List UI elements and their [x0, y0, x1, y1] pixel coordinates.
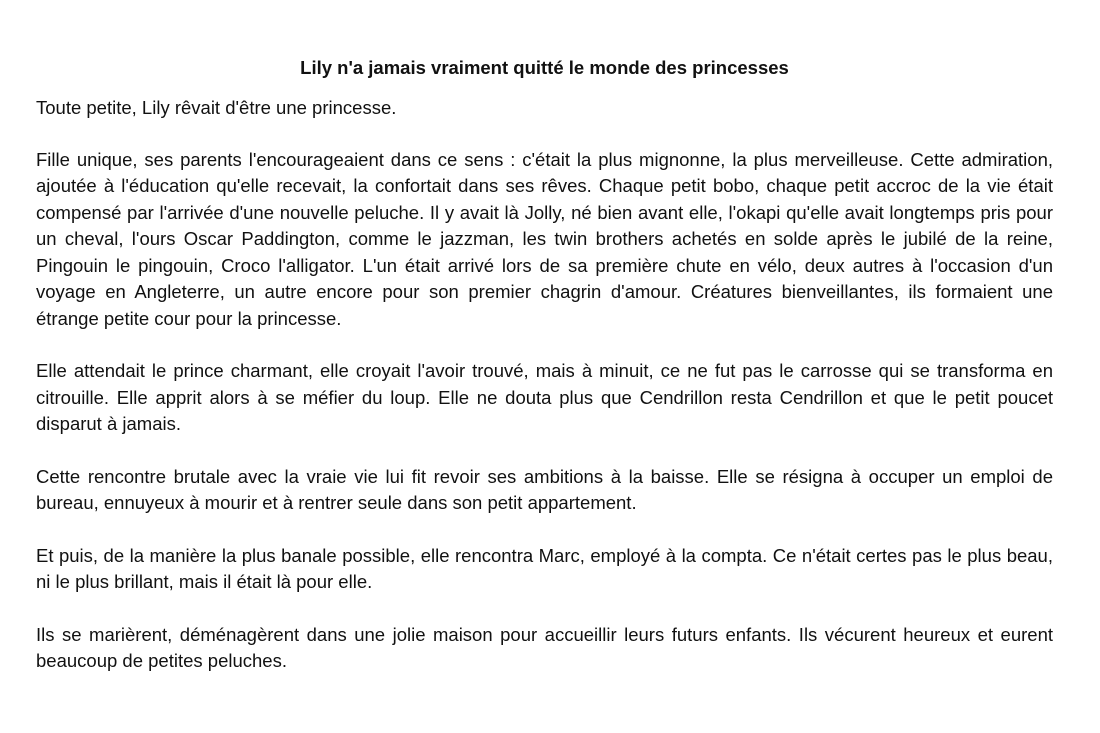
- document-title: Lily n'a jamais vraiment quitté le monde des princesses: [300, 57, 789, 78]
- paragraph-6: Ils se marièrent, déménagèrent dans une jolie maison pour accueillir leurs futurs enfants. Ils vécurent heureux et eurent beaucoup de petites peluches.: [36, 623, 1053, 671]
- paragraph-5: Et puis, de la manière la plus banale possible, elle rencontra Marc, employé à la compta. Ce n'était certes pas le plus beau, ni le plus brillant, mais il était là pour elle.: [36, 544, 1053, 592]
- paragraph-2: Fille unique, ses parents l'encourageaient dans ce sens : c'était la plus mignonne, la plus merveilleuse. Cette admiration, ajoutée à l'éducation qu'elle recevait, la confortait dans ses rêves. Chaque petit bobo, chaque petit accroc de la vie était compensé par l'arrivée d'une nouvelle peluche. Il y avait là Jolly, né bien avant elle, l'okapi qu'elle avait longtemps pris pour un cheval, l'ours Oscar Paddington, comme le jazzman, les twin brothers achetés en solde après le jubilé de la reine, Pingouin le pingouin, Croco l'alligator. L'un était arrivé lors de sa première chute en vélo, deux autres à l'occasion d'un voyage en Angleterre, un autre encore pour son premier chagrin d'amour. Créatures bienveillantes, ils formaient une étrange petite cour pour la princesse.: [36, 148, 1053, 329]
- document-page: [36, 55, 1053, 701]
- paragraph-3: Elle attendait le prince charmant, elle croyait l'avoir trouvé, mais à minuit, ce ne fut pas le carrosse qui se transforma en citrouille. Elle apprit alors à se méfier du loup. Elle ne douta plus que Cendrillon resta Cendrillon et que le petit poucet disparut à jamais.: [36, 360, 1053, 434]
- paragraph-4: Cette rencontre brutale avec la vraie vie lui fit revoir ses ambitions à la baisse. Elle se résigna à occuper un emploi de bureau, ennuyeux à mourir et à rentrer seule dans son petit appartement.: [36, 465, 1053, 513]
- paragraph-1: Toute petite, Lily rêvait d'être une princesse.: [36, 97, 397, 118]
